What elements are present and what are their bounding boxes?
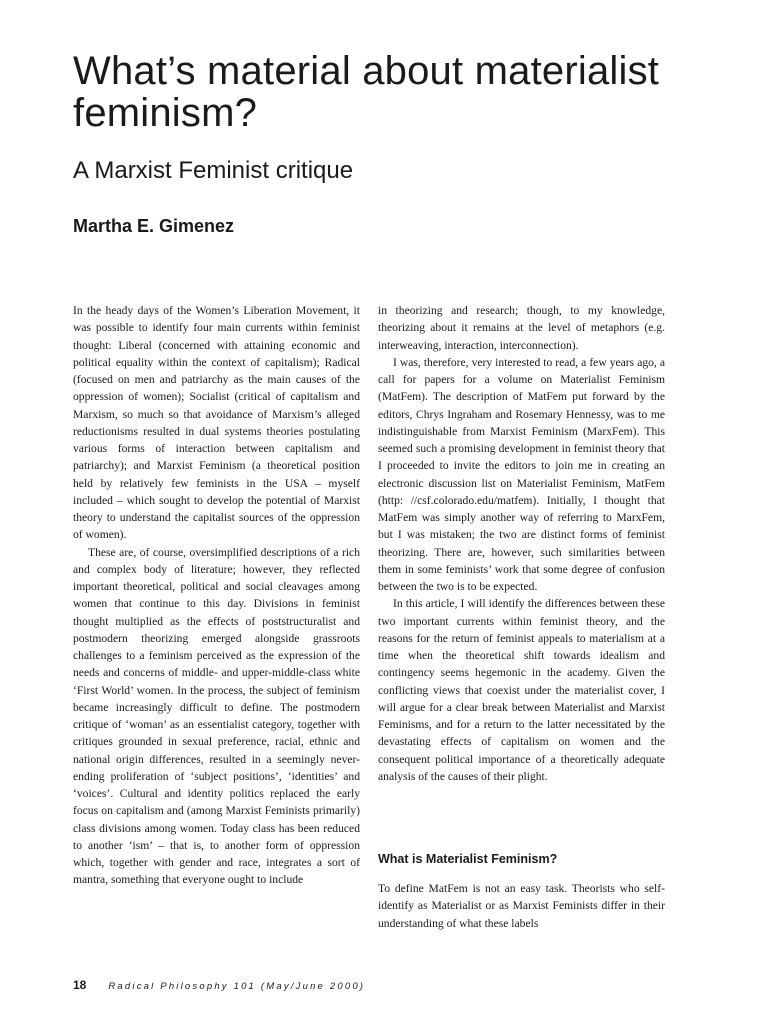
paragraph: in theorizing and research; though, to my knowledge, theorizing about it remains at the level of metaphors (e.g. interweaving, interaction, interconnection). <box>378 304 665 352</box>
journal-citation: Radical Philosophy 101 (May/June 2000) <box>108 981 366 992</box>
paragraph: To define MatFem is not an easy task. Theorists who self-identify as Materialist or as Marxist Feminists differ in their understanding of what these labels <box>378 882 665 930</box>
author-name: Martha E. Gimenez <box>73 216 235 236</box>
page-number: 18 <box>73 978 87 992</box>
paragraph: I was, therefore, very interested to read, a few years ago, a call for papers for a volume on Materialist Feminism (MatFem). The description of MatFem put forward by the editors, Chrys Ingraham and Rosemary Hennessy, was to me indistinguishable from Marxist Feminism (MarxFem). This seemed such a promising development in feminist theory that I proceeded to invite the editors to join me in creating an electronic discussion list on Materialist Feminism, MatFem (http: //csf.colorado.edu/matfem). Initially, I thought that MatFem was simply another way of referring to MarxFem, but I was mistaken; the two are distinct forms of feminist theorizing. There are, however, such similarities between them in some feminists’ work that some degree of confusion between the two is to be expected. <box>378 355 665 593</box>
body-column-right <box>378 302 665 785</box>
body-column-left <box>73 302 360 889</box>
article-title: What’s material about materialist feminism? <box>73 49 660 135</box>
paragraph: In the heady days of the Women’s Liberation Movement, it was possible to identify four main currents within feminist thought: Liberal (concerned with attaining economic and political equality within the context of capitalism); Radical (focused on men and patriarchy as the main causes of the oppression of women); Socialist (critical of capitalism and Marxism, so much so that avoidance of Marxism’s alleged reductionisms resulted in dual systems theories postulating various forms of interaction between capitalism and patriarchy); and Marxist Feminism (a theoretical position held by relatively few feminists in the USA – myself included – which sought to develop the potential of Marxist theory to understand the capitalist sources of the oppression of women). <box>73 304 360 542</box>
article-subtitle: A Marxist Feminist critique <box>73 157 354 184</box>
paragraph: In this article, I will identify the differences between these two important currents within feminist theory, and the reasons for the return of feminist appeals to materialism at a time when the theoretical shift towards idealism and contingency seems hegemonic in the academy. Given the conflicting views that coexist under the materialist cover, I will argue for a clear break between Materialist and Marxist Feminisms, and for a return to the latter necessitated by the devastating effects of capitalism on women and the consequent political importance of a theoretically adequate analysis of the causes of their plight. <box>378 597 665 783</box>
body-column-right-section <box>378 880 665 932</box>
paragraph: These are, of course, oversimplified descriptions of a rich and complex body of literature; however, they reflected important theoretical, political and social cleavages among women that continue to this day. Divisions in feminist thought multiplied as the effects of poststructuralist and postmodern theorizing emerged alongside grassroots challenges to a feminism perceived as the expression of the needs and concerns of middle- and upper-middle-class white ‘First World’ women. In the process, the subject of feminism became increasingly difficult to define. The postmodern critique of ‘woman’ as an essentialist category, together with critiques grounded in sexual preference, racial, ethnic and national origin differences, resulted in a seemingly never-ending proliferation of ‘subject positions’, ‘identities’ and ‘voices’. Cultural and identity politics replaced the early focus on capitalism and (among Marxist Feminists primarily) class divisions among women. Today class has been reduced to another ‘ism’ – that is, to another form of oppression which, together with gender and race, integrates a sort of mantra, something that everyone ought to include <box>73 545 360 887</box>
page-footer <box>73 978 365 992</box>
section-heading: What is Materialist Feminism? <box>378 852 558 866</box>
